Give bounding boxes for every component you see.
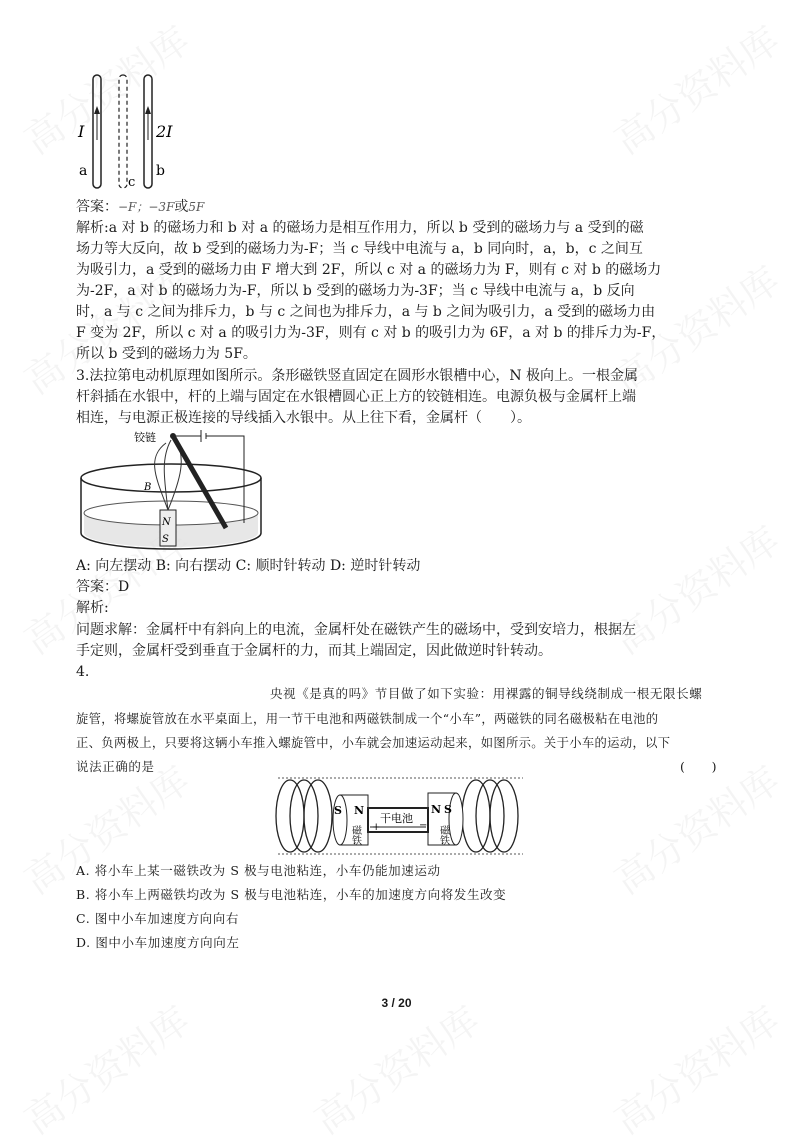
right-magnet-N: N xyxy=(431,803,442,816)
answer-label: 答案： xyxy=(76,199,118,215)
page-number: 3 / 20 xyxy=(381,996,412,1010)
left-magnet-N: N xyxy=(354,804,365,817)
q3-analysis-line: 问题求解：金属杆中有斜向上的电流，金属杆处在磁铁产生的磁场中，受到安培力，根据左 xyxy=(76,622,636,638)
q2-analysis-line: 所以 b 受到的磁场力为 5F。 xyxy=(76,346,257,362)
right-magnet-S: S xyxy=(444,803,452,816)
label-a: a xyxy=(79,163,88,179)
q3-analysis-line: 手定则，金属杆受到垂直于金属杆的力，而其上端固定，因此做逆时针转动。 xyxy=(76,643,552,659)
answer-alt: 5F xyxy=(188,200,205,214)
q4-option-a: A. 将小车上某一磁铁改为 S 极与电池粘连，小车仍能加速运动 xyxy=(76,863,441,878)
watermark xyxy=(601,510,788,664)
q4-option-c: C. 图中小车加速度方向向右 xyxy=(76,911,239,926)
q4-stem-line: 正、负两极上，只要将这辆小车推入螺旋管中，小车就会加速运动起来，如图所示。关于小车的运动，以下 xyxy=(76,736,671,750)
label-b: b xyxy=(156,163,165,179)
q4-answer-bracket: ( ) xyxy=(680,759,718,774)
q3-answer: 答案：D xyxy=(76,579,130,595)
label-I: I xyxy=(78,122,85,141)
q4-number: 4. xyxy=(76,664,90,680)
answer-or: 或 xyxy=(174,199,189,215)
q4-option-b: B. 将小车上两磁铁均改为 S 极与电池粘连，小车的加速度方向将发生改变 xyxy=(76,887,507,902)
q2-analysis-line: 场力等大反向，故 b 受到的磁场力为-F；当 c 导线中电流与 a，b 同向时，a，b，c 之间互 xyxy=(76,241,643,257)
three-wires-figure xyxy=(76,70,186,195)
left-magnet-label: 磁铁 xyxy=(349,825,361,845)
right-magnet-label: 磁铁 xyxy=(437,825,449,845)
q3-stem-line: 3.法拉第电动机原理如图所示。条形磁铁竖直固定在圆形水银槽中心，N 极向上。一根金属 xyxy=(76,368,639,384)
battery-minus: − xyxy=(419,820,428,831)
q2-answer xyxy=(76,197,204,217)
battery-plus: + xyxy=(372,822,381,833)
label-c: c xyxy=(128,175,136,190)
B-label: B xyxy=(144,482,152,493)
q4-option-d: D. 图中小车加速度方向向左 xyxy=(76,935,240,950)
solenoid-car-figure xyxy=(268,775,530,860)
q2-analysis-line: 时，a 与 c 之间为排斥力，b 与 c 之间也为排斥力，a 与 b 之间为吸引力，a 受到的磁场力由 xyxy=(76,304,656,320)
q3-stem-line: 杆斜插在水银中，杆的上端与固定在水银槽圆心正上方的铰链相连。电源负极与金属杆上端 xyxy=(76,389,636,405)
left-magnet-S: S xyxy=(334,804,342,817)
q2-analysis-line: 为吸引力，a 受到的磁场力由 F 增大到 2F，所以 c 对 a 的磁场力为 F，则有 c 对 b 的磁场力 xyxy=(76,262,662,278)
label-2I: 2I xyxy=(156,122,173,141)
watermark xyxy=(11,990,198,1144)
faraday-motor-figure xyxy=(76,428,266,553)
answer-values: −F；−3F xyxy=(118,200,175,214)
magnet-N-label: N xyxy=(162,517,171,528)
hinge-label: 铰链 xyxy=(134,431,156,444)
watermark xyxy=(601,10,788,164)
q2-analysis-line: 为-2F，a 对 b 的磁场力为-F，所以 b 受到的磁场力为-3F；当 c 导线中电流与 a，b 反向 xyxy=(76,283,635,299)
q4-stem-line: 旋管，将螺旋管放在水平桌面上，用一节干电池和两磁铁制成一个“小车”，两磁铁的同名磁极粘在电池的 xyxy=(76,712,659,726)
q2-analysis-line: F 变为 2F，所以 c 对 a 的吸引力为-3F，则有 c 对 b 的吸引力为 6F，a 对 b 的排斥力为-F， xyxy=(76,325,666,341)
watermark xyxy=(301,990,488,1144)
q4-stem-line: 央视《是真的吗》节目做了如下实验：用裸露的铜导线绕制成一根无限长螺 xyxy=(270,686,703,701)
q4-stem-line: 说法正确的是 xyxy=(76,759,155,774)
magnet-S-label: S xyxy=(162,534,169,545)
q3-options: A: 向左摆动 B: 向右摆动 C: 顺时针转动 D: 逆时针转动 xyxy=(76,558,421,574)
q3-analysis-label: 解析: xyxy=(76,600,109,616)
q2-analysis-line: 解析:a 对 b 的磁场力和 b 对 a 的磁场力是相互作用力，所以 b 受到的磁场力与 a 受到的磁 xyxy=(76,220,644,236)
q3-stem-line: 相连，与电源正极连接的导线插入水银中。从上往下看，金属杆（ ）。 xyxy=(76,410,531,426)
battery-label: 干电池 xyxy=(380,812,413,825)
watermark xyxy=(601,990,788,1144)
